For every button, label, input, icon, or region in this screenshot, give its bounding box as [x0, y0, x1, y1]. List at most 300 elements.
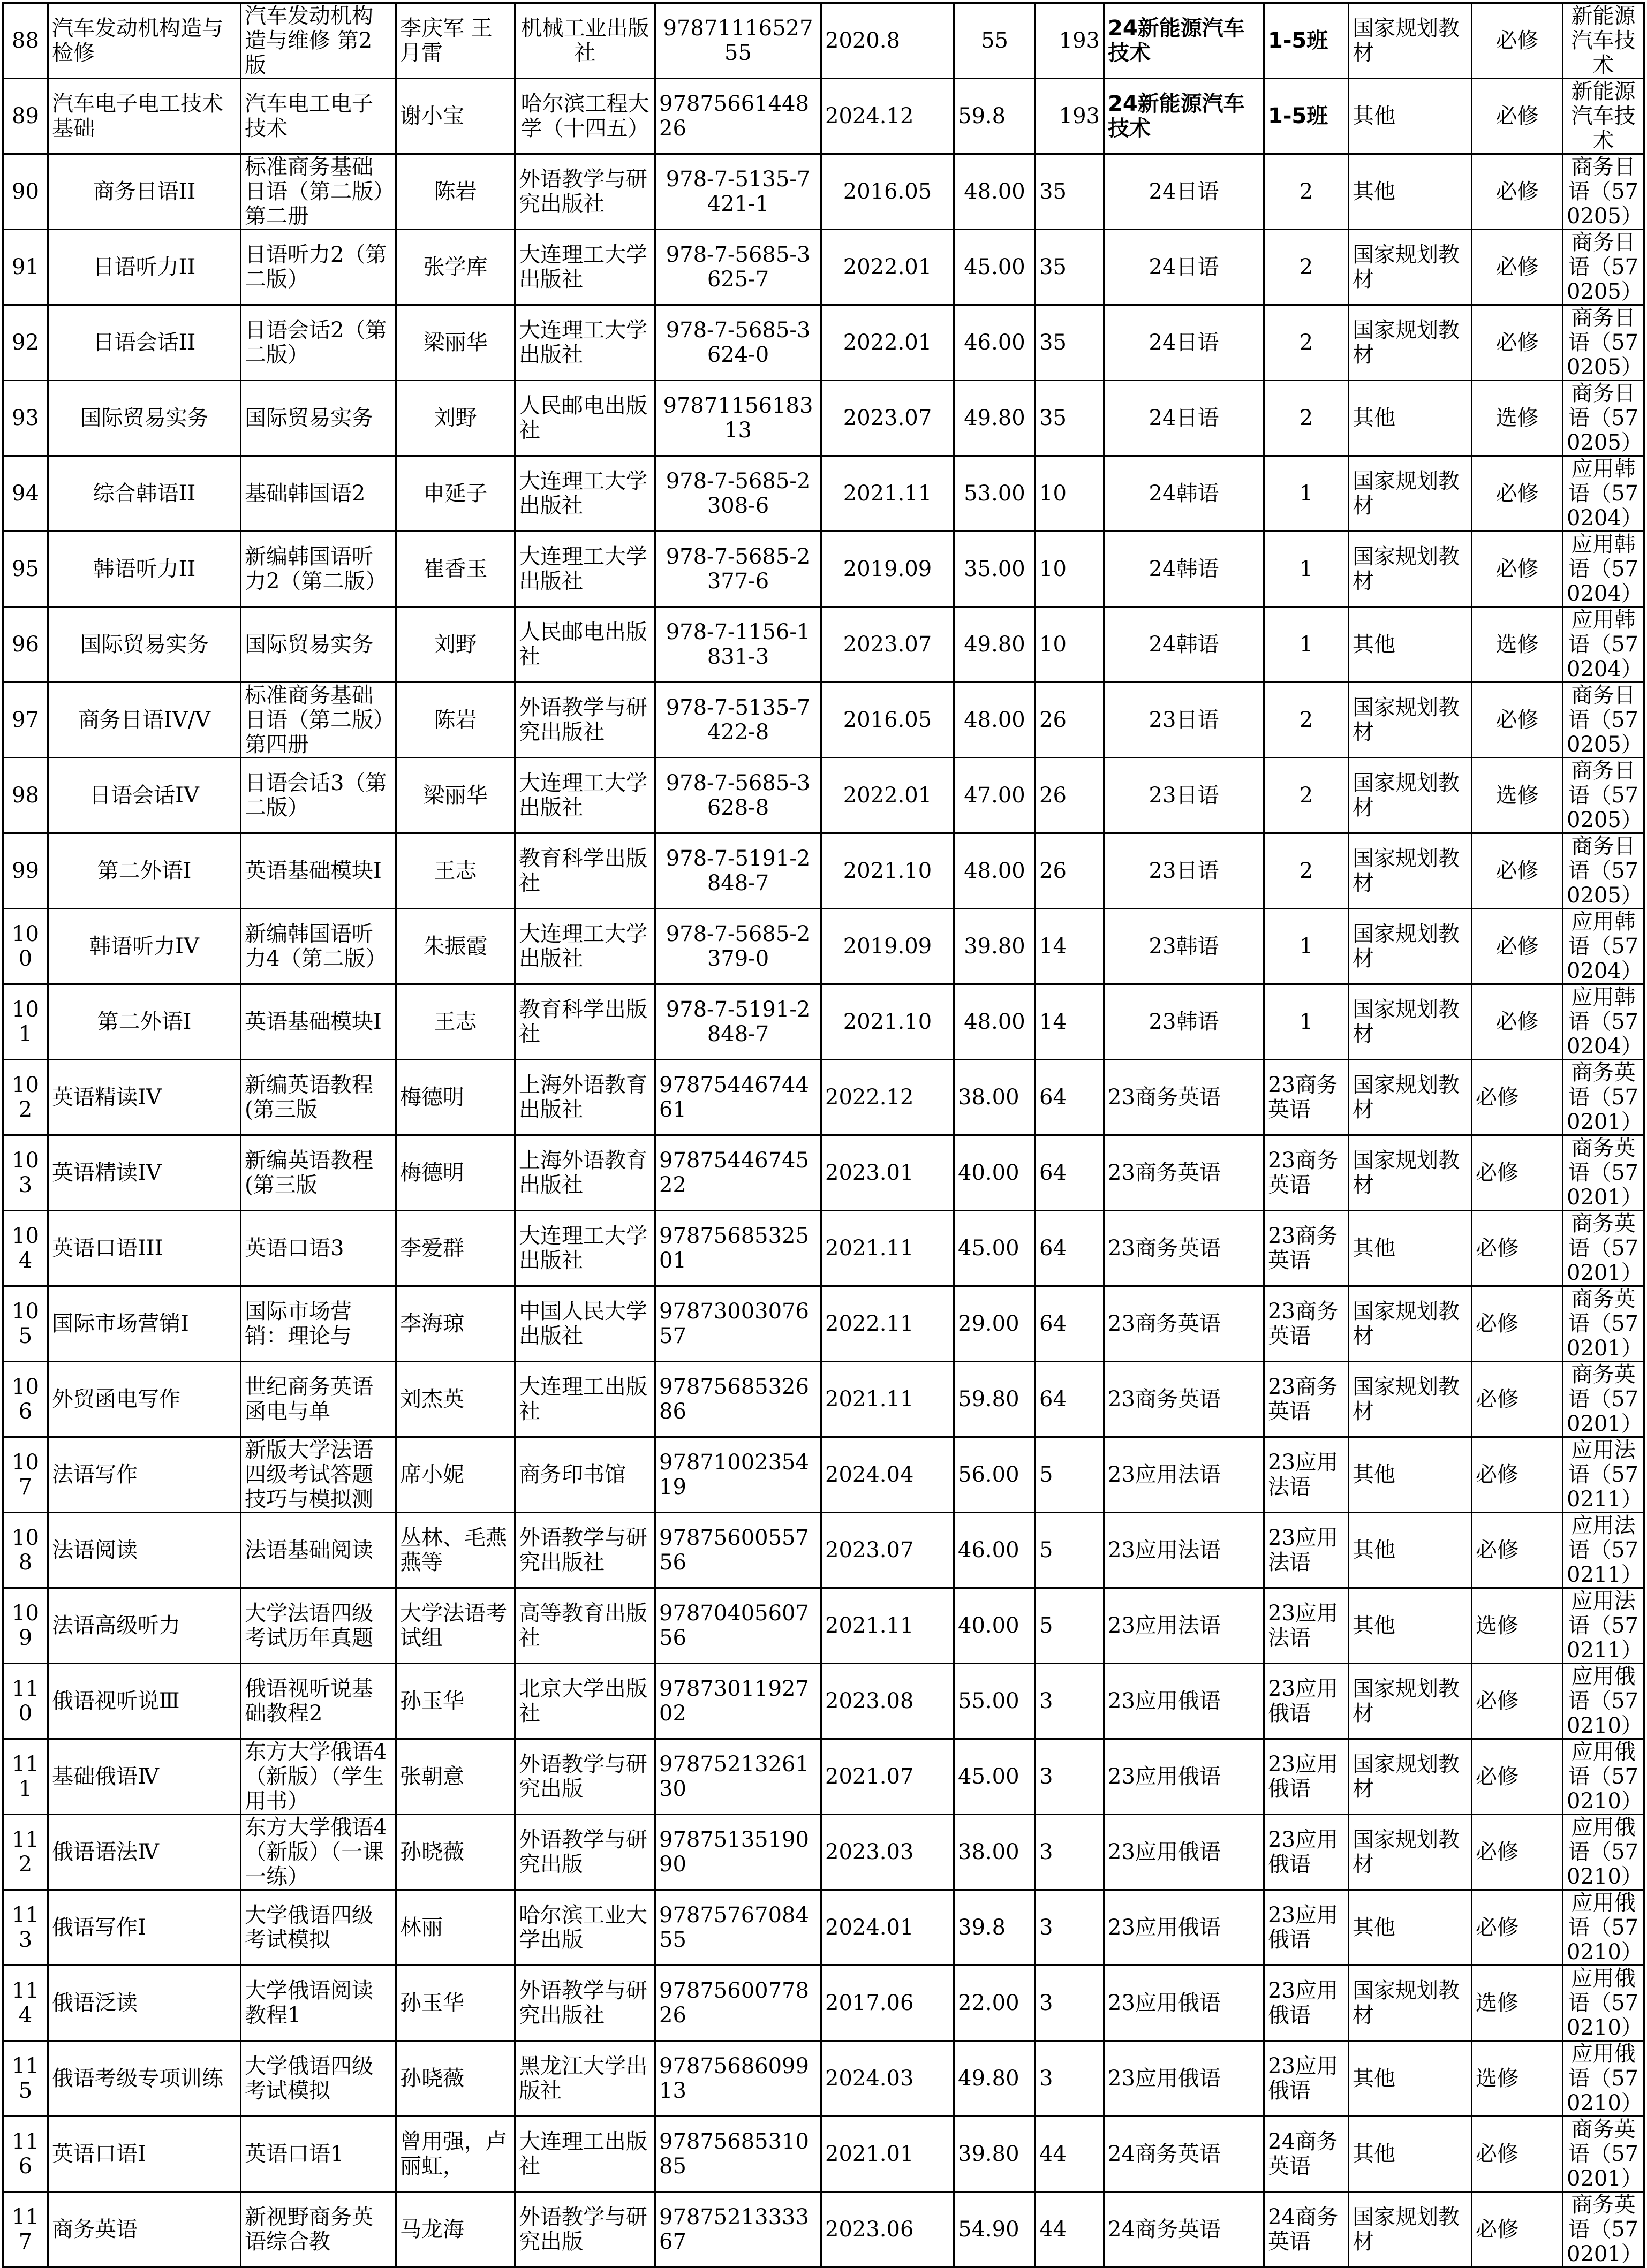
- cell-category: 国家规划教材: [1349, 1362, 1472, 1437]
- cell-isbn: 9787300307657: [655, 1286, 821, 1362]
- cell-price: 39.80: [954, 909, 1036, 984]
- cell-publisher: 商务印书馆: [515, 1437, 655, 1513]
- cell-date: 2023.06: [821, 2192, 954, 2267]
- cell-no: 113: [3, 1890, 48, 1966]
- cell-author: 张学库: [396, 230, 515, 305]
- cell-course: 商务日语IV/V: [48, 682, 241, 758]
- cell-no: 97: [3, 682, 48, 758]
- cell-author: 王志: [396, 833, 515, 909]
- cell-price: 45.00: [954, 1211, 1036, 1286]
- cell-category: 其他: [1349, 1588, 1472, 1664]
- cell-req: 必修: [1472, 1437, 1563, 1513]
- cell-category: 国家规划教材: [1349, 1966, 1472, 2041]
- cell-book: 标准商务基础日语（第二版）第二册: [241, 154, 396, 230]
- cell-req: 必修: [1472, 532, 1563, 607]
- cell-major: 应用法语（570211）: [1563, 1513, 1644, 1588]
- cell-group: 1: [1264, 909, 1349, 984]
- cell-course: 英语精读IV: [48, 1135, 241, 1211]
- cell-isbn: 9787040560756: [655, 1588, 821, 1664]
- cell-klass: 23应用法语: [1104, 1513, 1264, 1588]
- cell-req: 必修: [1472, 1739, 1563, 1815]
- cell-course: 日语会话II: [48, 305, 241, 381]
- cell-publisher: 大连理工大学出版社: [515, 758, 655, 833]
- cell-no: 116: [3, 2117, 48, 2192]
- cell-major: 商务日语（570205）: [1563, 833, 1644, 909]
- cell-author: 李海琼: [396, 1286, 515, 1362]
- cell-no: 94: [3, 456, 48, 532]
- cell-author: 大学法语考试组: [396, 1588, 515, 1664]
- cell-no: 100: [3, 909, 48, 984]
- cell-category: 其他: [1349, 154, 1472, 230]
- cell-klass: 24韩语: [1104, 456, 1264, 532]
- cell-category: 国家规划教材: [1349, 1739, 1472, 1815]
- cell-major: 应用法语（570211）: [1563, 1588, 1644, 1664]
- table-row: [3, 1437, 1644, 1513]
- cell-no: 107: [3, 1437, 48, 1513]
- cell-req: 必修: [1472, 3, 1563, 79]
- cell-category: 国家规划教材: [1349, 456, 1472, 532]
- cell-date: 2019.09: [821, 532, 954, 607]
- cell-klass: 23商务英语: [1104, 1060, 1264, 1135]
- cell-group: 1-5班: [1264, 3, 1349, 79]
- cell-group: 23商务英语: [1264, 1362, 1349, 1437]
- cell-req: 选修: [1472, 607, 1563, 682]
- cell-date: 2022.01: [821, 305, 954, 381]
- cell-req: 选修: [1472, 381, 1563, 456]
- cell-course: 基础俄语Ⅳ: [48, 1739, 241, 1815]
- cell-date: 2021.11: [821, 1211, 954, 1286]
- table-row: [3, 758, 1644, 833]
- cell-price: 49.80: [954, 2041, 1036, 2117]
- cell-group: 23应用法语: [1264, 1513, 1349, 1588]
- cell-publisher: 上海外语教育出版社: [515, 1060, 655, 1135]
- cell-price: 48.00: [954, 984, 1036, 1060]
- cell-publisher: 大连理工出版社: [515, 2117, 655, 2192]
- cell-no: 110: [3, 1664, 48, 1739]
- cell-author: 谢小宝: [396, 79, 515, 154]
- cell-category: 其他: [1349, 79, 1472, 154]
- cell-qty: 35: [1036, 230, 1104, 305]
- cell-isbn: 9787544674522: [655, 1135, 821, 1211]
- cell-price: 48.00: [954, 833, 1036, 909]
- cell-req: 必修: [1472, 230, 1563, 305]
- cell-qty: 3: [1036, 1890, 1104, 1966]
- textbook-table: [2, 2, 1645, 2268]
- cell-klass: 24新能源汽车技术: [1104, 79, 1264, 154]
- cell-klass: 23日语: [1104, 682, 1264, 758]
- cell-major: 应用俄语（570210）: [1563, 1815, 1644, 1890]
- cell-isbn: 978-7-5191-2848-7: [655, 833, 821, 909]
- cell-req: 必修: [1472, 1815, 1563, 1890]
- cell-course: 法语高级听力: [48, 1588, 241, 1664]
- cell-price: 47.00: [954, 758, 1036, 833]
- table-row: [3, 1211, 1644, 1286]
- cell-group: 1: [1264, 607, 1349, 682]
- cell-no: 96: [3, 607, 48, 682]
- cell-course: 俄语考级专项训练: [48, 2041, 241, 2117]
- cell-author: 孙晓薇: [396, 2041, 515, 2117]
- cell-req: 必修: [1472, 984, 1563, 1060]
- cell-date: 2022.01: [821, 758, 954, 833]
- cell-date: 2022.01: [821, 230, 954, 305]
- cell-price: 48.00: [954, 154, 1036, 230]
- cell-author: 李爱群: [396, 1211, 515, 1286]
- cell-req: 必修: [1472, 909, 1563, 984]
- cell-category: 其他: [1349, 381, 1472, 456]
- cell-book: 国际贸易实务: [241, 381, 396, 456]
- cell-isbn: 978-7-5685-3625-7: [655, 230, 821, 305]
- cell-book: 大学俄语四级考试模拟: [241, 2041, 396, 2117]
- cell-course: 汽车电子电工技术基础: [48, 79, 241, 154]
- table-row: [3, 1966, 1644, 2041]
- cell-price: 35.00: [954, 532, 1036, 607]
- cell-req: 必修: [1472, 1664, 1563, 1739]
- cell-major: 新能源汽车技术: [1563, 79, 1644, 154]
- cell-category: 国家规划教材: [1349, 1135, 1472, 1211]
- cell-qty: 193: [1036, 79, 1104, 154]
- cell-category: 其他: [1349, 2041, 1472, 2117]
- cell-date: 2020.8: [821, 3, 954, 79]
- cell-course: 法语写作: [48, 1437, 241, 1513]
- cell-isbn: 9787521333367: [655, 2192, 821, 2267]
- cell-publisher: 人民邮电出版社: [515, 607, 655, 682]
- cell-price: 45.00: [954, 230, 1036, 305]
- cell-author: 林丽: [396, 1890, 515, 1966]
- cell-qty: 3: [1036, 1815, 1104, 1890]
- cell-group: 2: [1264, 381, 1349, 456]
- cell-major: 商务日语（570205）: [1563, 230, 1644, 305]
- cell-group: 1: [1264, 532, 1349, 607]
- cell-no: 101: [3, 984, 48, 1060]
- cell-qty: 3: [1036, 1664, 1104, 1739]
- cell-klass: 24新能源汽车技术: [1104, 3, 1264, 79]
- table-row: [3, 2192, 1644, 2267]
- cell-publisher: 北京大学出版社: [515, 1664, 655, 1739]
- cell-publisher: 大连理工大学出版社: [515, 305, 655, 381]
- cell-group: 23商务英语: [1264, 1286, 1349, 1362]
- cell-book: 标准商务基础日语（第二版）第四册: [241, 682, 396, 758]
- cell-date: 2019.09: [821, 909, 954, 984]
- cell-major: 应用俄语（570210）: [1563, 1890, 1644, 1966]
- cell-publisher: 黑龙江大学出版社: [515, 2041, 655, 2117]
- cell-price: 55.00: [954, 1664, 1036, 1739]
- cell-course: 英语口语I: [48, 2117, 241, 2192]
- cell-isbn: 9787568532686: [655, 1362, 821, 1437]
- cell-book: 英语口语1: [241, 2117, 396, 2192]
- cell-author: 梅德明: [396, 1060, 515, 1135]
- cell-publisher: 外语教学与研究出版社: [515, 1513, 655, 1588]
- cell-category: 国家规划教材: [1349, 532, 1472, 607]
- cell-isbn: 9787115618313: [655, 381, 821, 456]
- cell-major: 商务英语（570201）: [1563, 1135, 1644, 1211]
- cell-book: 新版大学法语四级考试答题技巧与模拟测: [241, 1437, 396, 1513]
- cell-major: 新能源汽车技术: [1563, 3, 1644, 79]
- cell-author: 梁丽华: [396, 758, 515, 833]
- cell-book: 法语基础阅读: [241, 1513, 396, 1588]
- table-row: [3, 1135, 1644, 1211]
- cell-qty: 64: [1036, 1211, 1104, 1286]
- cell-book: 英语口语3: [241, 1211, 396, 1286]
- cell-major: 应用韩语（570204）: [1563, 984, 1644, 1060]
- cell-group: 23商务英语: [1264, 1211, 1349, 1286]
- cell-isbn: 978-7-1156-1831-3: [655, 607, 821, 682]
- cell-req: 必修: [1472, 1135, 1563, 1211]
- cell-isbn: 9787576708455: [655, 1890, 821, 1966]
- cell-req: 必修: [1472, 682, 1563, 758]
- cell-date: 2023.08: [821, 1664, 954, 1739]
- cell-date: 2021.10: [821, 833, 954, 909]
- cell-no: 117: [3, 2192, 48, 2267]
- table-row: [3, 154, 1644, 230]
- cell-course: 商务日语II: [48, 154, 241, 230]
- cell-book: 大学俄语四级考试模拟: [241, 1890, 396, 1966]
- cell-req: 必修: [1472, 2192, 1563, 2267]
- cell-category: 国家规划教材: [1349, 3, 1472, 79]
- cell-category: 其他: [1349, 1211, 1472, 1286]
- cell-category: 国家规划教材: [1349, 984, 1472, 1060]
- cell-author: 孙玉华: [396, 1664, 515, 1739]
- cell-req: 必修: [1472, 1060, 1563, 1135]
- cell-no: 106: [3, 1362, 48, 1437]
- cell-qty: 10: [1036, 607, 1104, 682]
- cell-publisher: 外语教学与研究出版: [515, 1739, 655, 1815]
- cell-date: 2016.05: [821, 682, 954, 758]
- cell-author: 孙玉华: [396, 1966, 515, 2041]
- cell-no: 88: [3, 3, 48, 79]
- table-row: [3, 79, 1644, 154]
- cell-course: 俄语视听说Ⅲ: [48, 1664, 241, 1739]
- table-row: [3, 2041, 1644, 2117]
- cell-category: 国家规划教材: [1349, 758, 1472, 833]
- cell-no: 90: [3, 154, 48, 230]
- cell-isbn: 9787568532501: [655, 1211, 821, 1286]
- cell-author: 王志: [396, 984, 515, 1060]
- cell-course: 俄语泛读: [48, 1966, 241, 2041]
- table-row: [3, 909, 1644, 984]
- cell-group: 23商务英语: [1264, 1135, 1349, 1211]
- cell-course: 第二外语I: [48, 984, 241, 1060]
- cell-major: 商务英语（570201）: [1563, 1211, 1644, 1286]
- cell-klass: 24商务英语: [1104, 2117, 1264, 2192]
- cell-publisher: 高等教育出版社: [515, 1588, 655, 1664]
- cell-author: 刘杰英: [396, 1362, 515, 1437]
- table-row: [3, 607, 1644, 682]
- cell-course: 综合韩语II: [48, 456, 241, 532]
- cell-klass: 24日语: [1104, 230, 1264, 305]
- cell-qty: 64: [1036, 1135, 1104, 1211]
- cell-price: 39.8: [954, 1890, 1036, 1966]
- cell-no: 95: [3, 532, 48, 607]
- table-row: [3, 305, 1644, 381]
- cell-major: 应用韩语（570204）: [1563, 532, 1644, 607]
- cell-publisher: 大连理工出版社: [515, 1362, 655, 1437]
- table-row: [3, 1362, 1644, 1437]
- cell-category: 国家规划教材: [1349, 833, 1472, 909]
- cell-no: 105: [3, 1286, 48, 1362]
- cell-isbn: 9787560055756: [655, 1513, 821, 1588]
- cell-qty: 10: [1036, 532, 1104, 607]
- cell-isbn: 9787566144826: [655, 79, 821, 154]
- cell-group: 1: [1264, 984, 1349, 1060]
- cell-book: 大学法语四级考试历年真题: [241, 1588, 396, 1664]
- cell-author: 席小妮: [396, 1437, 515, 1513]
- cell-author: 马龙海: [396, 2192, 515, 2267]
- cell-course: 俄语语法Ⅳ: [48, 1815, 241, 1890]
- cell-date: 2021.11: [821, 1362, 954, 1437]
- cell-price: 49.80: [954, 607, 1036, 682]
- cell-no: 103: [3, 1135, 48, 1211]
- cell-req: 必修: [1472, 1211, 1563, 1286]
- cell-course: 国际市场营销I: [48, 1286, 241, 1362]
- cell-major: 应用韩语（570204）: [1563, 456, 1644, 532]
- cell-major: 商务英语（570201）: [1563, 2117, 1644, 2192]
- cell-group: 2: [1264, 682, 1349, 758]
- cell-group: 23应用法语: [1264, 1588, 1349, 1664]
- cell-major: 应用韩语（570204）: [1563, 607, 1644, 682]
- cell-book: 世纪商务英语函电与单: [241, 1362, 396, 1437]
- cell-klass: 23应用俄语: [1104, 1664, 1264, 1739]
- cell-category: 国家规划教材: [1349, 909, 1472, 984]
- table-row: [3, 3, 1644, 79]
- cell-klass: 23韩语: [1104, 984, 1264, 1060]
- cell-category: 国家规划教材: [1349, 230, 1472, 305]
- cell-isbn: 9787301192702: [655, 1664, 821, 1739]
- cell-book: 新视野商务英语综合教: [241, 2192, 396, 2267]
- cell-book: 日语听力2（第二版）: [241, 230, 396, 305]
- cell-klass: 23商务英语: [1104, 1362, 1264, 1437]
- cell-klass: 24日语: [1104, 154, 1264, 230]
- cell-course: 商务英语: [48, 2192, 241, 2267]
- cell-klass: 23应用俄语: [1104, 2041, 1264, 2117]
- cell-date: 2021.01: [821, 2117, 954, 2192]
- cell-no: 114: [3, 1966, 48, 2041]
- cell-qty: 64: [1036, 1060, 1104, 1135]
- cell-publisher: 外语教学与研究出版社: [515, 682, 655, 758]
- cell-qty: 193: [1036, 3, 1104, 79]
- cell-req: 必修: [1472, 305, 1563, 381]
- cell-klass: 23应用俄语: [1104, 1890, 1264, 1966]
- cell-publisher: 外语教学与研究出版社: [515, 154, 655, 230]
- cell-category: 国家规划教材: [1349, 1286, 1472, 1362]
- table-row: [3, 1739, 1644, 1815]
- cell-author: 曾用强，卢丽虹，: [396, 2117, 515, 2192]
- cell-price: 59.80: [954, 1362, 1036, 1437]
- cell-book: 东方大学俄语4（新版）（一课一练）: [241, 1815, 396, 1890]
- cell-date: 2023.07: [821, 607, 954, 682]
- cell-major: 商务日语（570205）: [1563, 758, 1644, 833]
- cell-group: 1-5班: [1264, 79, 1349, 154]
- cell-no: 112: [3, 1815, 48, 1890]
- table-row: [3, 1060, 1644, 1135]
- cell-date: 2023.01: [821, 1135, 954, 1211]
- cell-book: 新编韩国语听力2（第二版）: [241, 532, 396, 607]
- cell-no: 98: [3, 758, 48, 833]
- cell-isbn: 978-7-5191-2848-7: [655, 984, 821, 1060]
- cell-major: 应用俄语（570210）: [1563, 1664, 1644, 1739]
- cell-course: 外贸函电写作: [48, 1362, 241, 1437]
- cell-isbn: 978-7-5685-3628-8: [655, 758, 821, 833]
- cell-course: 国际贸易实务: [48, 381, 241, 456]
- cell-qty: 14: [1036, 984, 1104, 1060]
- cell-book: 新编英语教程(第三版: [241, 1060, 396, 1135]
- cell-qty: 26: [1036, 758, 1104, 833]
- cell-book: 英语基础模块I: [241, 833, 396, 909]
- cell-course: 俄语写作Ⅰ: [48, 1890, 241, 1966]
- cell-isbn: 978-7-5685-2308-6: [655, 456, 821, 532]
- cell-author: 梁丽华: [396, 305, 515, 381]
- cell-qty: 35: [1036, 305, 1104, 381]
- table-row: [3, 230, 1644, 305]
- cell-major: 商务英语（570201）: [1563, 1286, 1644, 1362]
- table-row: [3, 1815, 1644, 1890]
- cell-price: 45.00: [954, 1739, 1036, 1815]
- cell-group: 23应用俄语: [1264, 1815, 1349, 1890]
- cell-course: 英语口语III: [48, 1211, 241, 1286]
- cell-req: 必修: [1472, 833, 1563, 909]
- cell-category: 国家规划教材: [1349, 682, 1472, 758]
- cell-qty: 5: [1036, 1437, 1104, 1513]
- cell-publisher: 机械工业出版社: [515, 3, 655, 79]
- cell-author: 梅德明: [396, 1135, 515, 1211]
- cell-group: 24商务英语: [1264, 2117, 1349, 2192]
- cell-publisher: 大连理工大学出版社: [515, 456, 655, 532]
- table-row: [3, 2117, 1644, 2192]
- cell-isbn: 978-7-5135-7422-8: [655, 682, 821, 758]
- cell-publisher: 哈尔滨工程大学（十四五）: [515, 79, 655, 154]
- cell-major: 商务日语（570205）: [1563, 682, 1644, 758]
- cell-date: 2024.12: [821, 79, 954, 154]
- cell-date: 2021.10: [821, 984, 954, 1060]
- cell-course: 韩语听力II: [48, 532, 241, 607]
- cell-author: 崔香玉: [396, 532, 515, 607]
- cell-klass: 23商务英语: [1104, 1135, 1264, 1211]
- cell-publisher: 中国人民大学出版社: [515, 1286, 655, 1362]
- cell-req: 必修: [1472, 1890, 1563, 1966]
- cell-course: 英语精读IV: [48, 1060, 241, 1135]
- cell-qty: 3: [1036, 2041, 1104, 2117]
- table-row: [3, 1513, 1644, 1588]
- cell-price: 56.00: [954, 1437, 1036, 1513]
- cell-group: 2: [1264, 230, 1349, 305]
- cell-publisher: 外语教学与研究出版: [515, 2192, 655, 2267]
- cell-author: 陈岩: [396, 154, 515, 230]
- cell-book: 英语基础模块I: [241, 984, 396, 1060]
- cell-date: 2021.11: [821, 456, 954, 532]
- cell-publisher: 大连理工大学出版社: [515, 230, 655, 305]
- cell-no: 109: [3, 1588, 48, 1664]
- cell-isbn: 978-7-5685-3624-0: [655, 305, 821, 381]
- cell-author: 刘野: [396, 607, 515, 682]
- cell-no: 108: [3, 1513, 48, 1588]
- cell-klass: 23应用俄语: [1104, 1815, 1264, 1890]
- cell-group: 23商务英语: [1264, 1060, 1349, 1135]
- cell-category: 国家规划教材: [1349, 1664, 1472, 1739]
- cell-req: 必修: [1472, 154, 1563, 230]
- cell-klass: 23商务英语: [1104, 1211, 1264, 1286]
- cell-qty: 44: [1036, 2117, 1104, 2192]
- cell-book: 大学俄语阅读教程1: [241, 1966, 396, 2041]
- cell-author: 孙晓薇: [396, 1815, 515, 1890]
- cell-group: 2: [1264, 305, 1349, 381]
- cell-no: 91: [3, 230, 48, 305]
- cell-req: 必修: [1472, 1513, 1563, 1588]
- cell-date: 2024.01: [821, 1890, 954, 1966]
- cell-klass: 24商务英语: [1104, 2192, 1264, 2267]
- cell-group: 1: [1264, 456, 1349, 532]
- table-row: [3, 1664, 1644, 1739]
- cell-qty: 10: [1036, 456, 1104, 532]
- cell-req: 选修: [1472, 1966, 1563, 2041]
